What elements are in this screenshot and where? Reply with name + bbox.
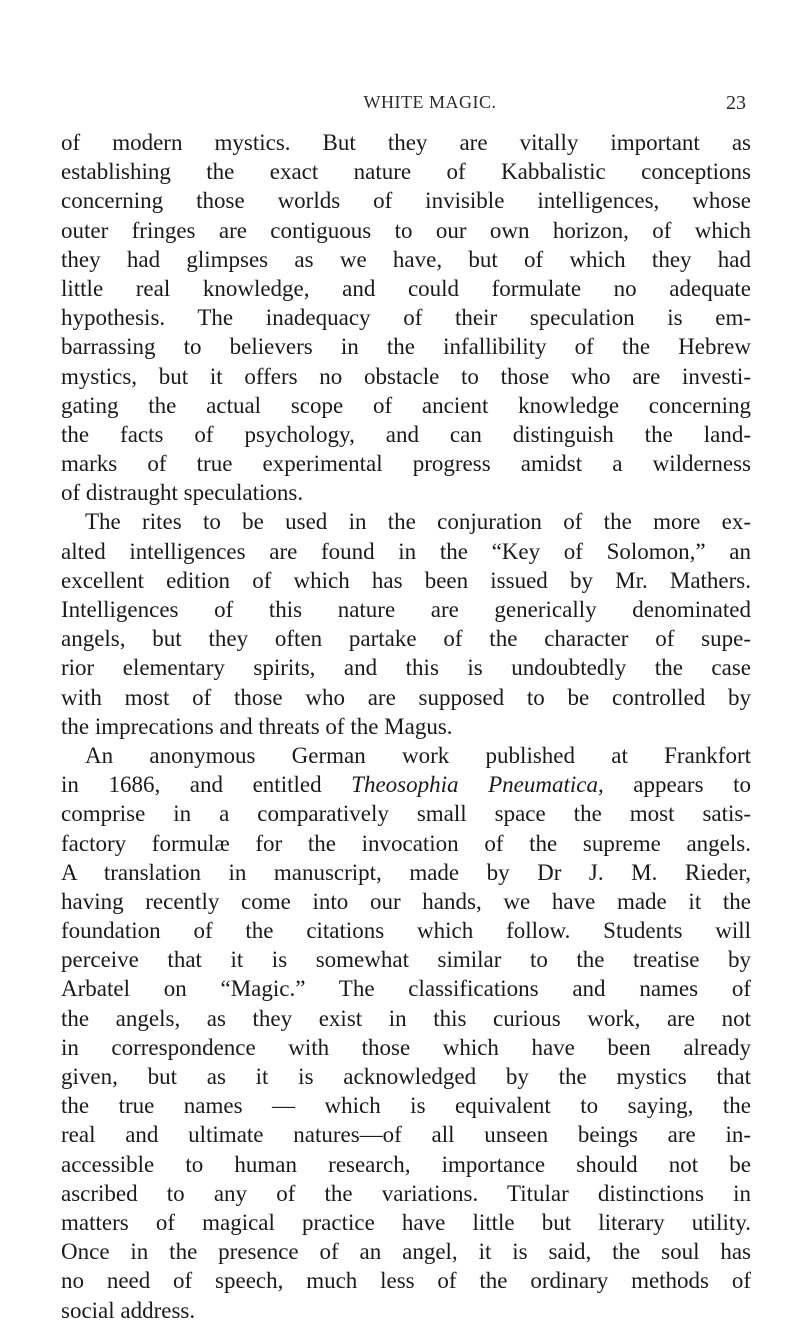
text-line: of distraught speculations. (61, 480, 304, 506)
text-line: in correspondence with those which have been already (61, 1034, 751, 1060)
text-line: factory formulæ for the invocation of the supreme angels. (61, 830, 751, 856)
text-line: the imprecations and threats of the Magus. (61, 713, 453, 739)
text-line: real and ultimate natures—of all unseen beings are in- (61, 1122, 751, 1148)
text-line: comprise in a comparatively small space the most satis- (61, 801, 751, 827)
running-head (0, 92, 800, 122)
text-line: marks of true experimental progress amidst a wilderness (61, 451, 751, 477)
text-line: excellent edition of which has been issued by Mr. Mathers. (61, 567, 751, 593)
text-line: The rites to be used in the conjuration of the more ex- (85, 509, 751, 535)
text-line: Arbatel on “Magic.” The classifications and names of (61, 976, 751, 1002)
text-line: given, but as it is acknowledged by the mystics that (61, 1064, 751, 1089)
text-line: with most of those who are supposed to be controlled by (61, 684, 751, 710)
text-line: ascribed to any of the variations. Titular distinctions in (61, 1180, 751, 1206)
text-line: A translation in manuscript, made by Dr J. M. Rieder, (61, 859, 751, 885)
text-line: social address. (61, 1297, 196, 1323)
italic-title: Theosophia Pneumatica, (351, 772, 604, 798)
page-number: 23 (726, 92, 746, 114)
text-line: rior elementary spirits, and this is undoubtedly the case (61, 655, 751, 681)
text-line: establishing the exact nature of Kabbalistic conceptions (61, 159, 751, 185)
text-line: Once in the presence of an angel, it is said, the soul has (61, 1239, 751, 1265)
text-line: angels, but they often partake of the character of supe- (61, 626, 751, 652)
text-line: having recently come into our hands, we have made it the (61, 888, 751, 914)
text-line: perceive that it is somewhat similar to the treatise by (61, 947, 751, 973)
text-segment: appears to (633, 772, 752, 798)
text-line: barrassing to believers in the infallibility of the Hebrew (61, 334, 751, 360)
text-line: outer fringes are contiguous to our own horizon, of which (61, 217, 751, 243)
text-line (61, 770, 751, 799)
text-line: no need of speech, much less of the ordinary methods of (61, 1268, 751, 1294)
text-line: concerning those worlds of invisible intelligences, whose (61, 188, 751, 214)
text-line: accessible to human research, importance should not be (61, 1151, 751, 1177)
text-line: the angels, as they exist in this curious work, are not (61, 1005, 751, 1031)
text-line: the true names — which is equivalent to saying, the (61, 1093, 751, 1119)
text-line: little real knowledge, and could formulate no adequate (61, 275, 751, 301)
text-line: gating the actual scope of ancient knowledge concerning (61, 392, 751, 418)
running-title: WHITE MAGIC. (363, 92, 497, 112)
text-line: they had glimpses as we have, but of which they had (61, 246, 751, 272)
text-line: the facts of psychology, and can distinguish the land- (61, 421, 751, 447)
text-line: Intelligences of this nature are generically denominated (61, 597, 751, 622)
text-line: matters of magical practice have little but literary utility. (61, 1209, 751, 1235)
text-line: mystics, but it offers no obstacle to those who are investi- (61, 363, 751, 389)
text-line: alted intelligences are found in the “Key of Solomon,” an (61, 538, 751, 564)
text-segment: in 1686, and entitled (61, 772, 322, 798)
text-line: hypothesis. The inadequacy of their speculation is em- (61, 305, 751, 331)
text-line: of modern mystics. But they are vitally important as (61, 130, 751, 155)
text-line: foundation of the citations which follow. Students will (61, 918, 751, 944)
text-line: An anonymous German work published at Frankfort (85, 742, 751, 768)
body-text (61, 128, 751, 1325)
